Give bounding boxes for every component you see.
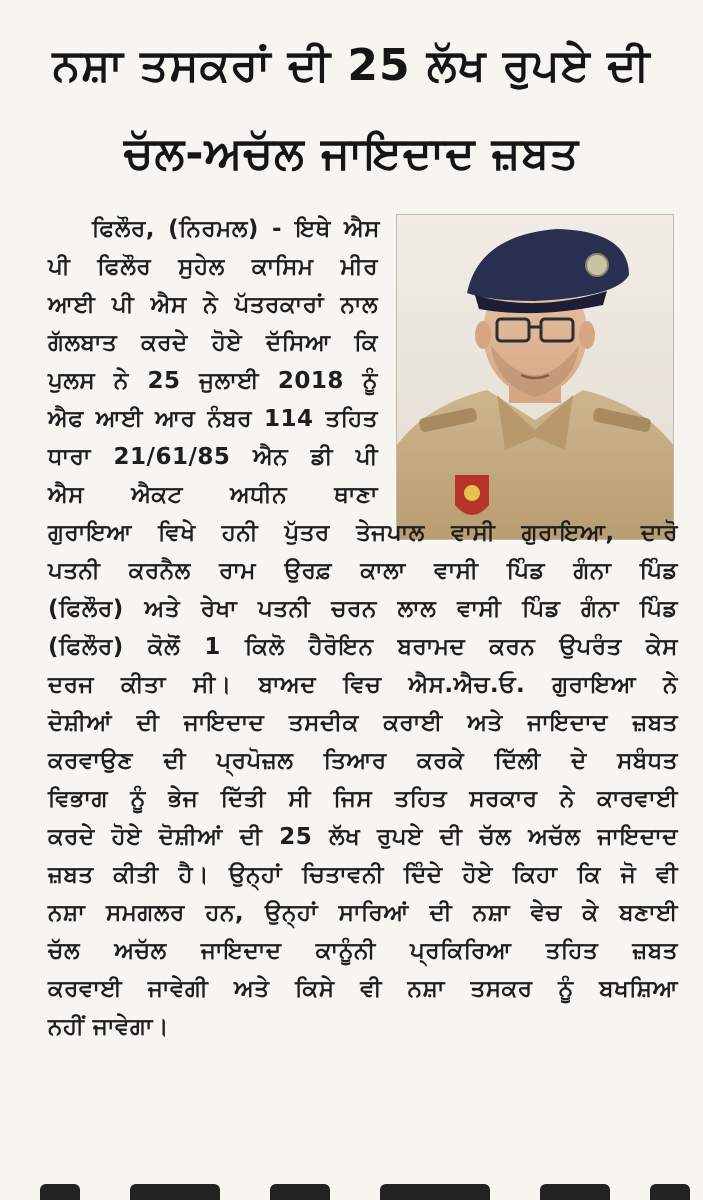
shoulder-badge [455,475,489,515]
headline-line-1: ਨਸ਼ਾ ਤਸਕਰਾਂ ਦੀ 25 ਲੱਖ ਰੁਪਏ ਦੀ [52,40,651,91]
article-line: ਪੁਲਸ ਨੇ 25 ਜੁਲਾਈ 2018 ਨੂੰ [48,368,378,394]
article-line: ਕਰਵਾਉਣ ਦੀ ਪ੍ਰਪੋਜ਼ਲ ਤਿਆਰ ਕਰਕੇ ਦਿੱਲੀ ਦੇ ਸਬੰਧਤ [48,748,678,774]
officer-photo [396,214,674,540]
article-line: (ਫਿਲੌਰ) ਕੋਲੋਂ 1 ਕਿਲੋ ਹੈਰੋਇਨ ਬਰਾਮਦ ਕਰਨ ਉਪਰੰਤ ਕੇਸ [48,634,678,660]
article-line: ਐਫ ਆਈ ਆਰ ਨੰਬਰ 114 ਤਹਿਤ [48,406,378,432]
headline-line-2: ਚੱਲ-ਅਚੱਲ ਜਾਇਦਾਦ ਜ਼ਬਤ [123,128,580,179]
article-line: ਪਤਨੀ ਕਰਨੈਲ ਰਾਮ ਉਰਫ਼ ਕਾਲਾ ਵਾਸੀ ਪਿੰਡ ਗੰਨਾ ਪਿੰਡ [48,558,678,584]
article-line: ਗੱਲਬਾਤ ਕਰਦੇ ਹੋਏ ਦੱਸਿਆ ਕਿ [48,330,378,356]
article-line: ਕਰਦੇ ਹੋਏ ਦੋਸ਼ੀਆਂ ਦੀ 25 ਲੱਖ ਰੁਪਏ ਦੀ ਚੱਲ ਅਚੱਲ ਜਾਇਦਾਦ [48,824,678,850]
article-line: ਜ਼ਬਤ ਕੀਤੀ ਹੈ। ਉਨ੍ਹਾਂ ਚਿਤਾਵਨੀ ਦਿੰਦੇ ਹੋਏ ਕਿਹਾ ਕਿ ਜੋ ਵੀ [48,862,678,888]
article-line: ਗੁਰਾਇਆ ਵਿਖੇ ਹਨੀ ਪੁੱਤਰ ਤੇਜਪਾਲ ਵਾਸੀ ਗੁਰਾਇਆ, ਦਾਰੋ [48,520,678,546]
article-line: (ਫਿਲੌਰ) ਅਤੇ ਰੇਖਾ ਪਤਨੀ ਚਰਨ ਲਾਲ ਵਾਸੀ ਪਿੰਡ ਗੰਨਾ ਪਿੰਡ [48,596,678,622]
article-line: ਆਈ ਪੀ ਐਸ ਨੇ ਪੱਤਰਕਾਰਾਂ ਨਾਲ [48,292,378,318]
article-line: ਪੀ ਫਿਲੌਰ ਸੁਹੇਲ ਕਾਸਿਮ ਮੀਰ [48,254,378,280]
article-line: ਐਸ ਐਕਟ ਅਧੀਨ ਥਾਣਾ [48,482,378,508]
article-line: ਫਿਲੌਰ, (ਨਿਰਮਲ) - ਇਥੇ ਐਸ [92,216,380,242]
article-line-last: ਨਹੀਂ ਜਾਵੇਗਾ। [48,1014,170,1040]
article-line: ਨਸ਼ਾ ਸਮਗਲਰ ਹਨ, ਉਨ੍ਹਾਂ ਸਾਰਿਆਂ ਦੀ ਨਸ਼ਾ ਵੇਚ ਕੇ ਬਣਾਈ [48,900,678,926]
article-line: ਦਰਜ ਕੀਤਾ ਸੀ। ਬਾਅਦ ਵਿਚ ਐਸ.ਐਚ.ਓ. ਗੁਰਾਇਆ ਨੇ [48,672,678,698]
article-line: ਚੱਲ ਅਚੱਲ ਜਾਇਦਾਦ ਕਾਨੂੰਨੀ ਪ੍ਰਕਿਰਿਆ ਤਹਿਤ ਜ਼ਬਤ [48,938,678,964]
article-line: ਵਿਭਾਗ ਨੂੰ ਭੇਜ ਦਿੱਤੀ ਸੀ ਜਿਸ ਤਹਿਤ ਸਰਕਾਰ ਨੇ ਕਾਰਵਾਈ [48,786,678,812]
officer-portrait-image [397,215,673,539]
article-line: ਕਰਵਾਈ ਜਾਵੇਗੀ ਅਤੇ ਕਿਸੇ ਵੀ ਨਸ਼ਾ ਤਸਕਰ ਨੂੰ ਬਖਸ਼ਿਆ [48,976,678,1002]
next-article-fragment [0,1182,703,1200]
article-line: ਧਾਰਾ 21/61/85 ਐਨ ਡੀ ਪੀ [48,444,378,470]
article-line: ਦੋਸ਼ੀਆਂ ਦੀ ਜਾਇਦਾਦ ਤਸਦੀਕ ਕਰਾਈ ਅਤੇ ਜਾਇਦਾਦ ਜ਼ਬਤ [48,710,678,736]
